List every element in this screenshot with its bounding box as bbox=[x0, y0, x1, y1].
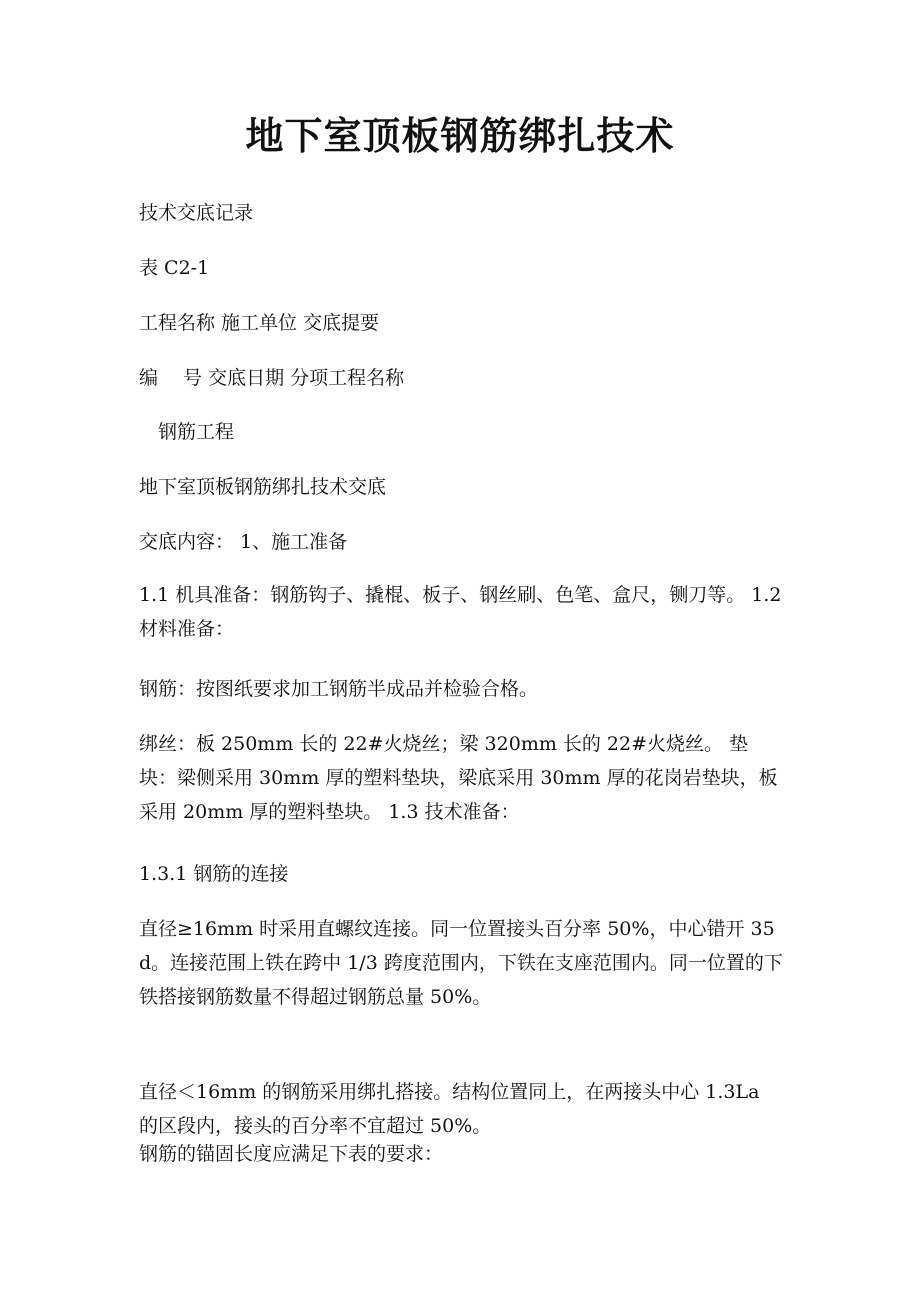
paragraph-briefing-content: 交底内容： 1、施工准备 bbox=[139, 531, 348, 553]
paragraph-thread-connection: 直径≥16mm 时采用直螺纹连接。同一位置接头百分率 50%，中心错开 35d。连接范围上铁在跨中 1/3 跨度范围内，下铁在支座范围内。同一位置的下铁搭接钢筋数量不得超过钢筋总量 50%。 bbox=[139, 918, 783, 1008]
paragraph-lap-splice: 直径＜16mm 的钢筋采用绑扎搭接。结构位置同上，在两接头中心 1.3La 的区段内，接头的百分率不宜超过 50%。 bbox=[139, 1081, 766, 1137]
paragraph-rebar-connection-heading: 1.3.1 钢筋的连接 bbox=[139, 863, 289, 885]
paragraph-record-heading: 技术交底记录 bbox=[139, 202, 254, 224]
paragraph-rebar: 钢筋：按图纸要求加工钢筋半成品并检验合格。 bbox=[139, 678, 539, 700]
paragraph-form-number: 表 C2-1 bbox=[139, 257, 210, 279]
document-title: 地下室顶板钢筋绑扎技术 bbox=[245, 113, 675, 158]
paragraph-binding-wire: 绑丝：板 250mm 长的 22#火烧丝；梁 320mm 长的 22#火烧丝。 垫块：梁侧采用 30mm 厚的塑料垫块，梁底采用 30mm 厚的花岗岩垫块，板采用 20mm 厚的塑料垫块。 1.3 技术准备： bbox=[139, 733, 778, 823]
paragraph-tools-prep: 1.1 机具准备：钢筋钩子、撬棍、板子、钢丝刷、色笔、盒尺，铡刀等。 1.2 材料准备： bbox=[139, 584, 788, 640]
paragraph-number-fields: 编 号 交底日期 分项工程名称 bbox=[139, 367, 405, 389]
paragraph-briefing-title: 地下室顶板钢筋绑扎技术交底 bbox=[139, 476, 387, 498]
paragraph-project-fields: 工程名称 施工单位 交底提要 bbox=[139, 312, 380, 334]
paragraph-subproject-name: 钢筋工程 bbox=[139, 421, 235, 443]
paragraph-anchorage: 钢筋的锚固长度应满足下表的要求： bbox=[139, 1143, 444, 1165]
